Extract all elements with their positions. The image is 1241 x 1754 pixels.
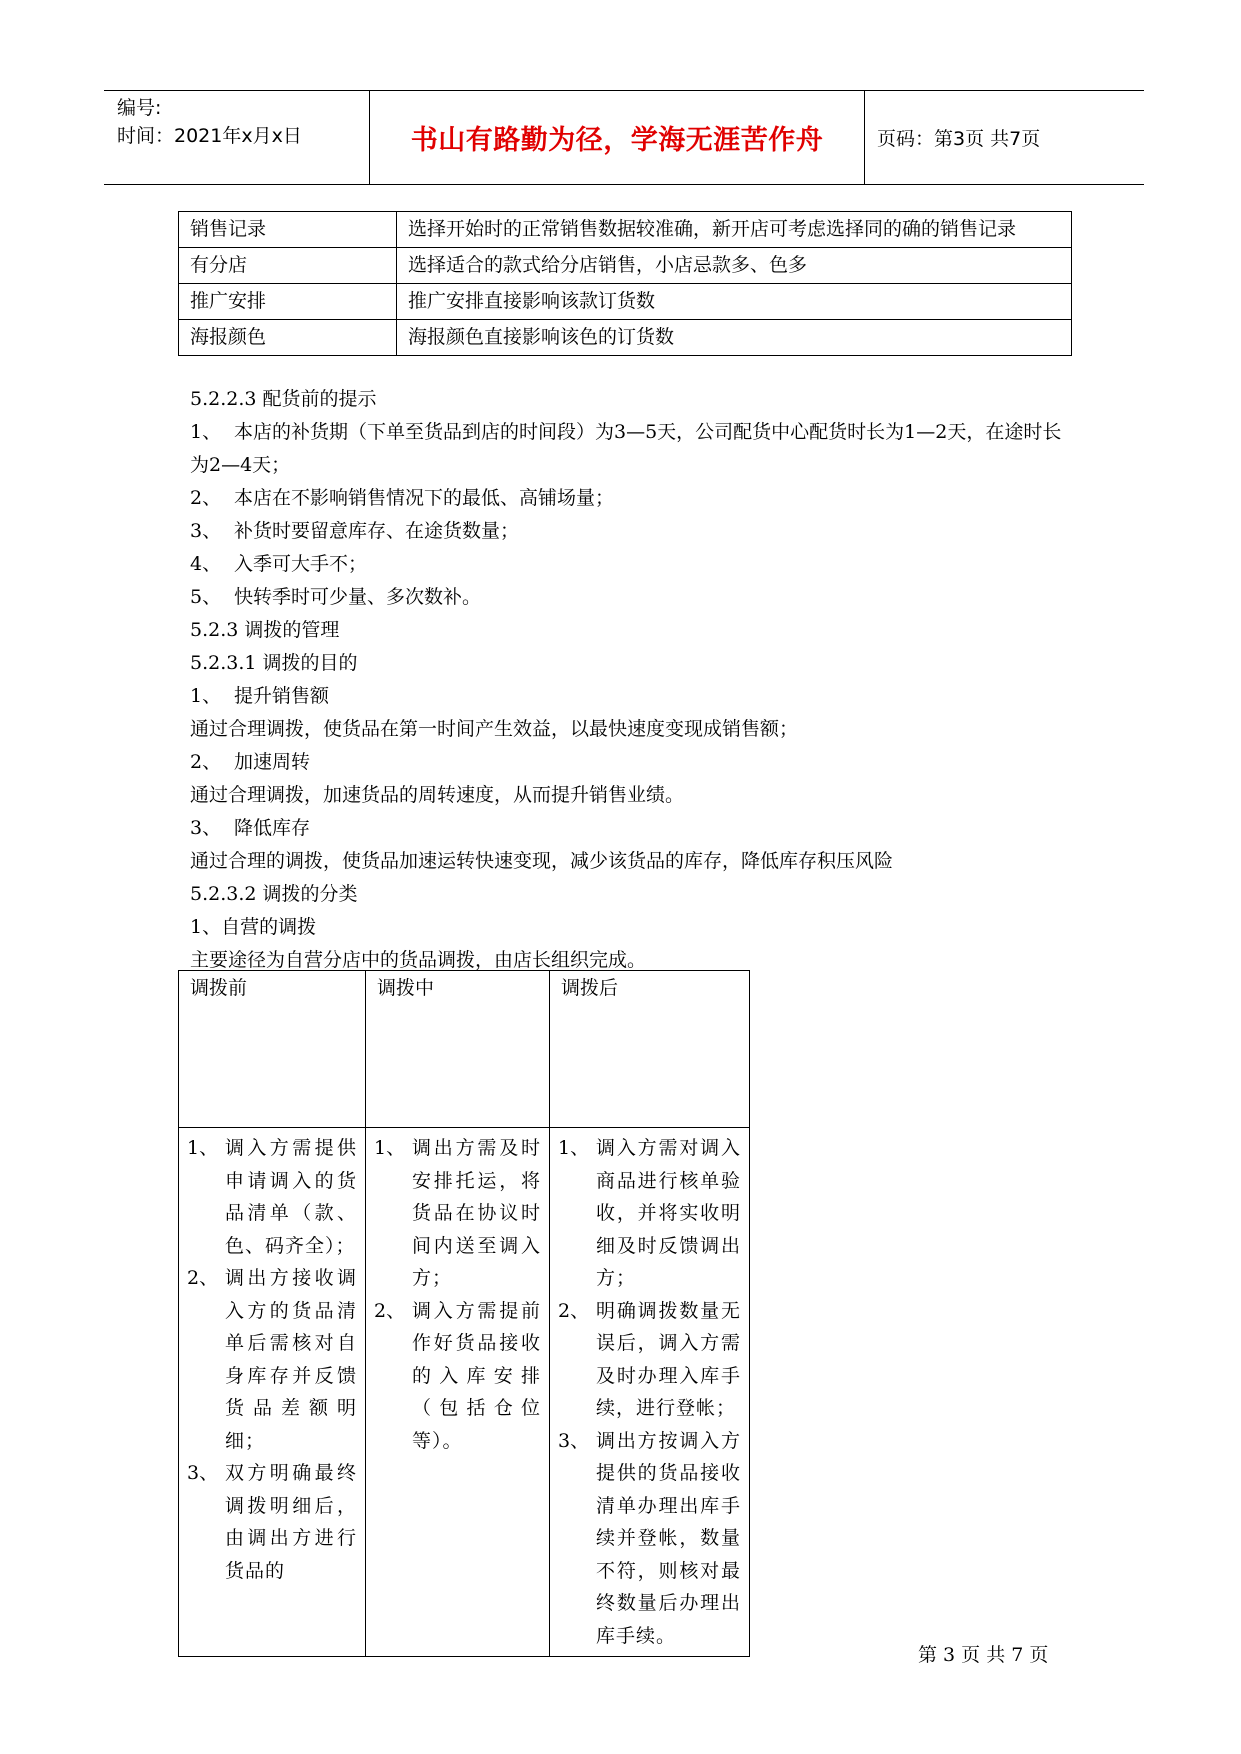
- header-meta: [104, 91, 370, 184]
- table-header-cell: 调拨后: [550, 971, 750, 1128]
- paragraph: 主要途径为自营分店中的货品调拨，由店长组织完成。: [190, 949, 647, 971]
- table-cell-during: [366, 1128, 550, 1657]
- page-header: [104, 90, 1144, 185]
- list-number: 1、: [558, 1137, 590, 1159]
- list-number: 3、: [190, 817, 222, 839]
- table-row: [179, 212, 1072, 248]
- header-page: [865, 91, 1144, 184]
- list-text: 调入方需对调入商品进行核单验收，并将实收明细及时反馈调出方；: [596, 1137, 741, 1289]
- number-label: 编号:: [117, 97, 162, 119]
- list-number: 5、: [190, 586, 222, 608]
- list-item: [374, 1132, 541, 1295]
- list-item: [190, 812, 1070, 845]
- table-cell-key: 海报颜色: [179, 320, 397, 356]
- list-text: 本店在不影响销售情况下的最低、高铺场量；: [234, 487, 615, 509]
- list-text: 调出方接收调入方的货品清单后需核对自身库存并反馈货品差额明细；: [225, 1267, 357, 1452]
- list-number: 2、: [374, 1299, 406, 1322]
- list-text: 快转季时可少量、多次数补。: [234, 586, 482, 608]
- list-item: [187, 1262, 357, 1457]
- table-header-cell: 调拨中: [366, 971, 550, 1128]
- section-heading: 5.2.3.2 调拨的分类: [190, 883, 358, 905]
- list-text: 调入方需提前作好货品接收的入库安排（包括仓位等）。: [412, 1299, 541, 1452]
- list-item: [187, 1457, 357, 1587]
- paragraph: 通过合理调拨，使货品在第一时间产生效益，以最快速度变现成销售额；: [190, 718, 799, 740]
- list-number: 2、: [190, 487, 222, 509]
- table-cell-value: 选择适合的款式给分店销售，小店忌款多、色多: [397, 248, 1072, 284]
- transfer-process-table: [178, 970, 750, 1657]
- list-text: 补货时要留意库存、在途货数量；: [234, 520, 520, 542]
- table-cell-after: [550, 1128, 750, 1657]
- time-label: 时间：2021年x月x日: [117, 125, 302, 147]
- sub-heading: 1、自营的调拨: [190, 916, 317, 938]
- list-item: [190, 515, 1070, 548]
- header-motto: [370, 91, 865, 184]
- table-row: [179, 1128, 750, 1657]
- list-text: 提升销售额: [234, 685, 330, 707]
- section-heading: 5.2.2.3 配货前的提示: [190, 388, 377, 410]
- list-item: [190, 680, 1070, 713]
- list-item: [187, 1132, 357, 1262]
- table-cell-value: 选择开始时的正常销售数据较准确，新开店可考虑选择同的确的销售记录: [397, 212, 1072, 248]
- list-number: 2、: [187, 1267, 219, 1289]
- list-number: 1、: [190, 421, 222, 443]
- list-text: 调入方需提供申请调入的货品清单（款、色、码齐全）；: [225, 1137, 357, 1257]
- list-item: [190, 548, 1070, 581]
- list-number: 1、: [190, 685, 222, 707]
- page-footer: 第 3 页 共 7 页: [918, 1644, 1049, 1666]
- list-text: 调出方按调入方提供的货品接收清单办理出库手续并登帐，数量不符，则核对最终数量后办理出库手续。: [596, 1429, 741, 1647]
- paragraph: 通过合理的调拨，使货品加速运转快速变现，减少该货品的库存，降低库存积压风险: [190, 850, 894, 872]
- table-cell-before: [179, 1128, 366, 1657]
- list-text: 调出方需及时安排托运，将货品在协议时间内送至调入方；: [412, 1137, 541, 1289]
- list-text: 降低库存: [234, 817, 311, 839]
- list-number: 1、: [187, 1137, 219, 1159]
- list-number: 1、: [374, 1137, 406, 1159]
- sales-factor-table: [178, 211, 1072, 356]
- page-label: 页码：第3页 共7页: [877, 128, 1041, 150]
- list-number: 4、: [190, 553, 222, 575]
- section-heading: 5.2.3.1 调拨的目的: [190, 652, 358, 674]
- list-text: 加速周转: [234, 751, 311, 773]
- list-text: 双方明确最终调拨明细后，由调出方进行货品的: [225, 1462, 357, 1582]
- list-item: [190, 581, 1070, 614]
- list-text: 本店的补货期（下单至货品到店的时间段）为3—5天，公司配货中心配货时长为1—2天，在途时长为2—4天；: [190, 421, 1062, 476]
- table-row: [179, 320, 1072, 356]
- list-number: 3、: [190, 520, 222, 542]
- table-cell-key: 推广安排: [179, 284, 397, 320]
- table-cell-value: 海报颜色直接影响该色的订货数: [397, 320, 1072, 356]
- table-cell-key: 有分店: [179, 248, 397, 284]
- list-item: [558, 1295, 741, 1425]
- list-text: 明确调拨数量无误后，调入方需及时办理入库手续，进行登帐；: [596, 1299, 741, 1419]
- table-row: [179, 248, 1072, 284]
- document-body: [190, 383, 1070, 977]
- paragraph: 通过合理调拨，加速货品的周转速度，从而提升销售业绩。: [190, 784, 685, 806]
- list-item: [190, 746, 1070, 779]
- list-number: 3、: [558, 1429, 590, 1452]
- list-number: 2、: [558, 1299, 590, 1322]
- list-text: 入季可大手不；: [234, 553, 368, 575]
- table-header-row: [179, 971, 750, 1128]
- table-header-cell: 调拨前: [179, 971, 366, 1128]
- table-cell-value: 推广安排直接影响该款订货数: [397, 284, 1072, 320]
- section-heading: 5.2.3 调拨的管理: [190, 619, 340, 641]
- list-number: 2、: [190, 751, 222, 773]
- motto-text: 书山有路勤为径，学海无涯苦作舟: [410, 125, 824, 156]
- list-item: [558, 1132, 741, 1295]
- list-item: [190, 416, 1070, 482]
- list-number: 3、: [187, 1462, 219, 1484]
- table-row: [179, 284, 1072, 320]
- list-item: [374, 1295, 541, 1458]
- list-item: [558, 1425, 741, 1653]
- table-cell-key: 销售记录: [179, 212, 397, 248]
- list-item: [190, 482, 1070, 515]
